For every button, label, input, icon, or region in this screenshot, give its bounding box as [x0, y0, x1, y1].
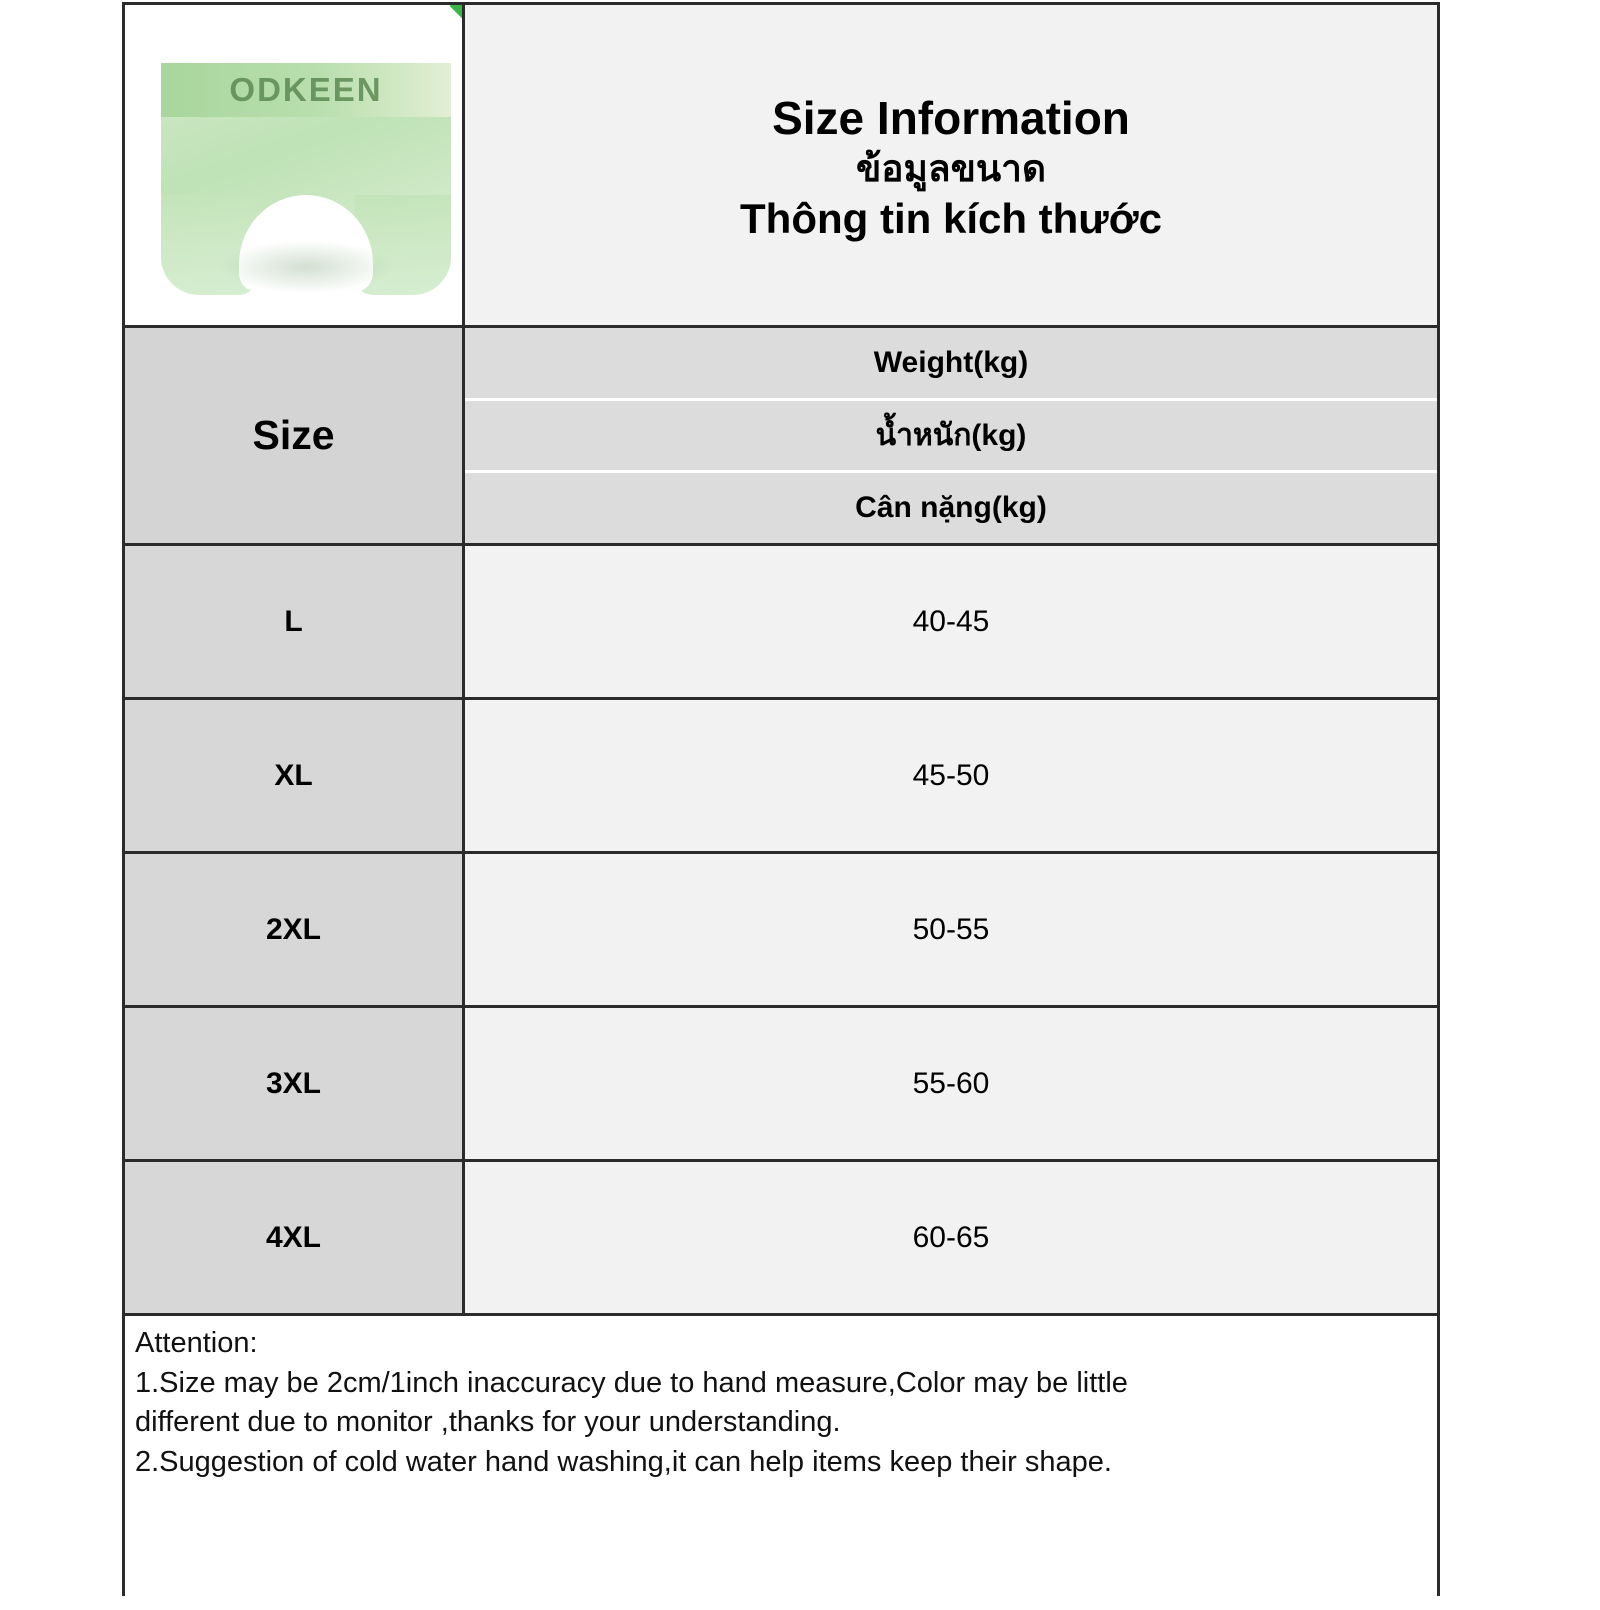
weight-header-row	[125, 328, 1437, 546]
attention-line-2: different due to monitor ,thanks for your understanding.	[135, 1406, 841, 1439]
weight-value: 50-55	[465, 854, 1437, 1005]
attention-line-3: 2.Suggestion of cold water hand washing,it can help items keep their shape.	[135, 1446, 1112, 1479]
table-row	[125, 1162, 1437, 1316]
underwear-shadow	[221, 241, 391, 293]
weight-value: 45-50	[465, 700, 1437, 851]
boxer-briefs-icon	[161, 45, 451, 285]
attention-heading: Attention:	[135, 1327, 258, 1359]
underwear-waistband	[161, 63, 451, 117]
attention-note	[125, 1316, 1437, 1610]
size-chart	[122, 2, 1440, 1596]
size-value: L	[125, 546, 465, 697]
title-thai: ข้อมูลขนาด	[856, 147, 1046, 189]
weight-header-th: น้ำหนัก(kg)	[465, 401, 1437, 474]
brand-label: ODKEEN	[229, 71, 383, 108]
product-image-cell	[125, 5, 465, 325]
title-cell	[465, 5, 1437, 325]
table-row	[125, 854, 1437, 1008]
weight-value: 40-45	[465, 546, 1437, 697]
attention-line-1: 1.Size may be 2cm/1inch inaccuracy due to hand measure,Color may be little	[135, 1366, 1128, 1399]
title-english: Size Information	[772, 91, 1130, 144]
size-column-header: Size	[125, 328, 465, 543]
table-row	[125, 546, 1437, 700]
weight-column-header	[465, 328, 1437, 543]
size-value: 4XL	[125, 1162, 465, 1313]
weight-value: 55-60	[465, 1008, 1437, 1159]
size-value: XL	[125, 700, 465, 851]
chart-header-row	[125, 5, 1437, 328]
size-value: 2XL	[125, 854, 465, 1005]
weight-value: 60-65	[465, 1162, 1437, 1313]
table-row	[125, 1008, 1437, 1162]
weight-header-vi: Cân nặng(kg)	[465, 473, 1437, 543]
title-vietnamese: Thông tin kích thước	[740, 194, 1162, 242]
green-corner-marker	[450, 5, 465, 24]
size-value: 3XL	[125, 1008, 465, 1159]
weight-header-en: Weight(kg)	[465, 328, 1437, 401]
table-row	[125, 700, 1437, 854]
